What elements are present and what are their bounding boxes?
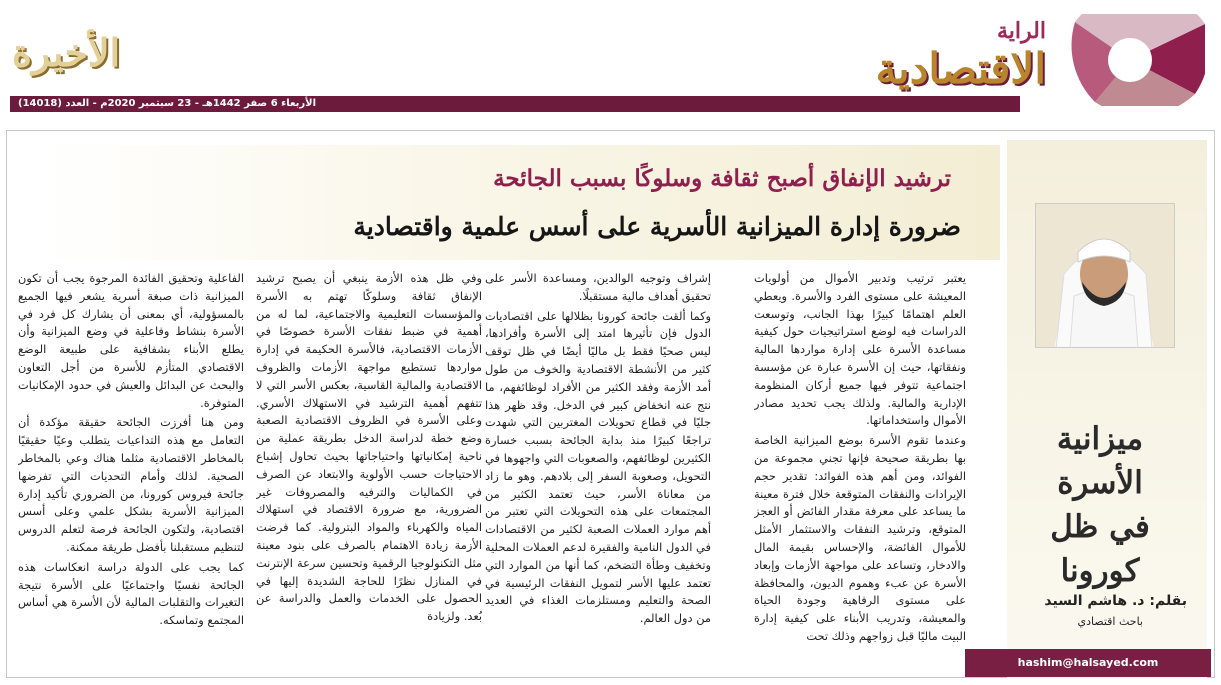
paragraph: ومن هنا أفرزت الجائحة حقيقة مؤكدة أن التعامل مع هذه التداعيات يتطلب وعيًا حقيقيًا بالمخاطر الاقتصادية مثلما هناك وعي بالمخاطر الصحية. لذلك وأمام التحديات التي تفرضها جائحة فيروس كورونا، من الضروري تأكيد إدارة الميزانية الأسرية بشكل علمي وعلى أسس اقتصادية، ولتكون الجائحة فرصة لتعلم الدروس لتنظيم مستقبلنا بأفضل طريقة ممكنة. [18, 415, 244, 554]
paragraph: وفي ظل هذه الأزمة ينبغي أن يصبح ترشيد الإنفاق ثقافة وسلوكًا تهتم به الأسرة والمؤسسات التعليمية والاجتماعية، لما له من أهمية في ضبط نفقات الأسرة خصوصًا في الأزمات الاقتصادية، فالأسرة الحكيمة في إدارة مواردها تستطيع مواجهة الأزمات والظروف الاقتصادية والمالية القاسية، بعكس الأسر التي لا تتفهم أهمية الترشيد في الاستهلاك الأسري. وعلى الأسرة في الظروف الاقتصادية الصعبة وضع خطة لدراسة الدخل بطريقة عملية من ناحية إمكانياتها واحتياجاتها بحيث تحاول إشباع الاحتياجات حسب الأولوية والابتعاد عن الصرف في الكماليات والترفيه والمصروفات غير الضرورية، مع ضرورة الاقتصاد في استهلاك المياه والكهرباء والمواد البترولية. كما فرضت الأزمة زيادة الاهتمام بالصرف على بنود معينة مثل التكنولوجيا الرقمية وتحسين سرعة الإنترنت في المنازل نظرًا للحاجة الشديدة إليها في الحصول على الخدمات والعمل والدراسة عن بُعد. ولزيادة [256, 271, 482, 624]
author-email[interactable]: hashim@halsayed.com [965, 649, 1211, 677]
author-photo [1035, 203, 1175, 348]
paragraph: الفاعلية وتحقيق الفائدة المرجوة يجب أن تكون الميزانية ذات صبغة أسرية يشعر فيها الجميع بالمسؤولية، أي بمعنى أن يشارك كل فرد في الأسرة بنشاط وفاعلية في وضع الميزانية وأن يطلع الأبناء بشفافية على طبيعة الوضع الاقتصادي المتأزم للأسرة من أجل التعاون والبحث عن البدائل والعيش في حدود الإمكانيات المتوفرة. [18, 271, 244, 410]
headline-box [40, 145, 1000, 260]
brand-main-text: الاقتصادية [875, 44, 1046, 93]
column-title [1015, 417, 1185, 593]
text-column-3 [256, 270, 482, 675]
paragraph: يعتبر ترتيب وتدبير الأموال من أولويات المعيشة على مستوى الفرد والأسرة. ويعطي العلم اهتمامًا كبيرًا بهذا الجانب، وتوسعت الدراسات فيه لوضع استراتيجيات حول كيفية مساعدة الأسرة على إدارة مواردها المالية ونفقاتها، حيث إن الأسرة عبارة عن مؤسسة اجتماعية تتوفر فيها جميع أركان المنظومة الإدارية والمالية. ولذلك يجب تحديد مصادر الأموال واستخداماتها. [754, 271, 966, 428]
author-byline: بقلم: د. هاشم السيد [1044, 593, 1187, 609]
brand-top-text: الراية [997, 18, 1046, 44]
paragraph: وكما ألقت جائحة كورونا بظلالها على اقتصاديات الدول فإن تأثيرها امتد إلى الأسرة وأفرادها، ليس صحيًا فقط بل ماليًا أيضًا في ظل توقف كثير من الأنشطة الاقتصادية والخوف من طول أمد الأزمة وفقد الكثير من الأفراد لوظائفهم، ما نتج عنه انخفاض كبير في الدخل. وقد ظهر هذا جليًا في قطاع تحويلات المغتربين التي شهدت تراجعًا كبيرًا منذ بداية الجائحة بسبب خسارة الكثيرين لوظائفهم، والصعوبات التي واجهوها في التحويل، وصعوبة السفر إلى بلادهم. وهو ما زاد من معاناة الأسر، حيث تعتمد الكثير من المجتمعات على هذه التحويلات التي تعتبر من أهم موارد العملات الصعبة لكثير من الاقتصادات في الدول النامية والفقيرة لدعم العملات المحلية وتخفيف وطأة التضخم، كما أنها من الموارد التي تعتمد عليها الأسر لتمويل النفقات الرئيسية في الصحة والتعليم ومستلزمات الغذاء في العديد من دول العالم. [485, 308, 711, 626]
paragraph: إشراف وتوجيه الوالدين، ومساعدة الأسر على تحقيق أهداف مالية مستقبلًا. [485, 271, 711, 303]
paragraph: كما يجب على الدولة دراسة انعكاسات هذه الجائحة نفسيًا واجتماعيًا على الأسرة نتيجة التغيرات والتقلبات المالية لأن الأسرة هي أساس المجتمع وتماسكه. [18, 559, 244, 628]
text-column-4 [18, 270, 244, 675]
article-subheadline: ضرورة إدارة الميزانية الأسرية على أسس علمية واقتصادية [353, 212, 961, 241]
text-column-2 [485, 270, 711, 675]
author-portrait-icon [1035, 204, 1174, 348]
column-title-line1: ميزانية الأسرة [1056, 421, 1144, 501]
issue-date: الأربعاء 6 صفر 1442هـ - 23 سبتمبر 2020م - العدد (14018) [18, 98, 317, 109]
newspaper-logo-icon [1055, 14, 1205, 106]
article-headline: ترشيد الإنفاق أصبح ثقافة وسلوكًا بسبب الجائحة [493, 165, 951, 192]
last-page-label: الأخيرة [12, 30, 121, 75]
author-role: باحث اقتصادي [1077, 615, 1143, 628]
text-column-1 [754, 270, 966, 675]
paragraph: وعندما تقوم الأسرة بوضع الميزانية الخاصة بها بطريقة صحيحة فإنها تجني مجموعة من الفوائد، ومن أهم هذه الفوائد: تقدير حجم الإيرادات والنفقات المتوقعة خلال فترة معينة ما يساعد على معرفة مقدار الفائض أو العجز المتوقع، وترشيد النفقات والاستثمار الأمثل للأموال الفائضة، والإحساس بقيمة المال والادخار، وتساعد على مواجهة الأزمات وإبعاد الأسرة عن عبء وهموم الديون، والمحافظة على مستوى الرفاهية وجودة الحياة والمعيشة، وتدريب الأبناء على كيفية إدارة البيت ماليًا قبل زواجهم وذلك تحت [754, 433, 966, 643]
page-header [0, 0, 1221, 112]
column-title-line2: في ظل كورونا [1050, 509, 1150, 589]
